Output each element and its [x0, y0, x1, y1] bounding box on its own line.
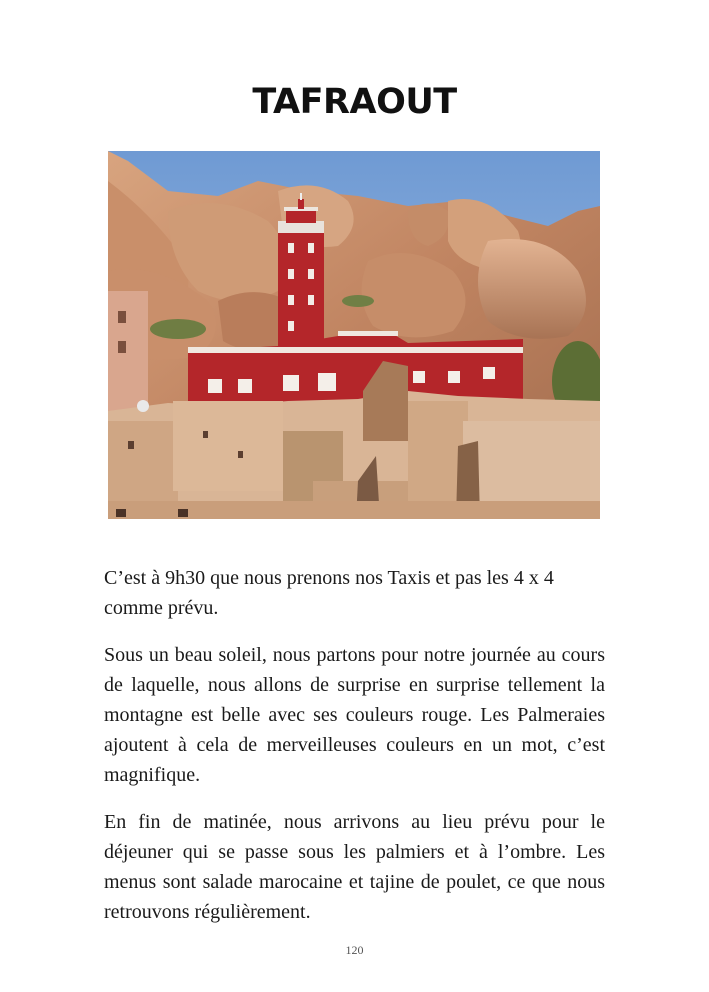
- page-number: 120: [345, 943, 364, 957]
- paragraph-2: Sous un beau soleil, nous partons pour notre journée au cours de laquelle, nous allons de surprise en surprise tellement la montagne est belle avec ses couleurs rouge. Les Palmeraies ajoutent à cela de merveilleuses couleurs en un mot, c’est magnifique.: [104, 644, 605, 786]
- mosque-photo: [108, 151, 600, 519]
- paragraph-1: C’est à 9h30 que nous prenons nos Taxis et pas les 4 x 4 comme prévu.: [104, 567, 554, 619]
- paragraph-3: En fin de matinée, nous arrivons au lieu prévu pour le déjeuner qui se passe sous les palmiers et à l’ombre. Les menus sont salade marocaine et tajine de poulet, ce que nous retrouvons régulièrement.: [104, 811, 605, 923]
- page-title: TAFRAOUT: [252, 82, 457, 122]
